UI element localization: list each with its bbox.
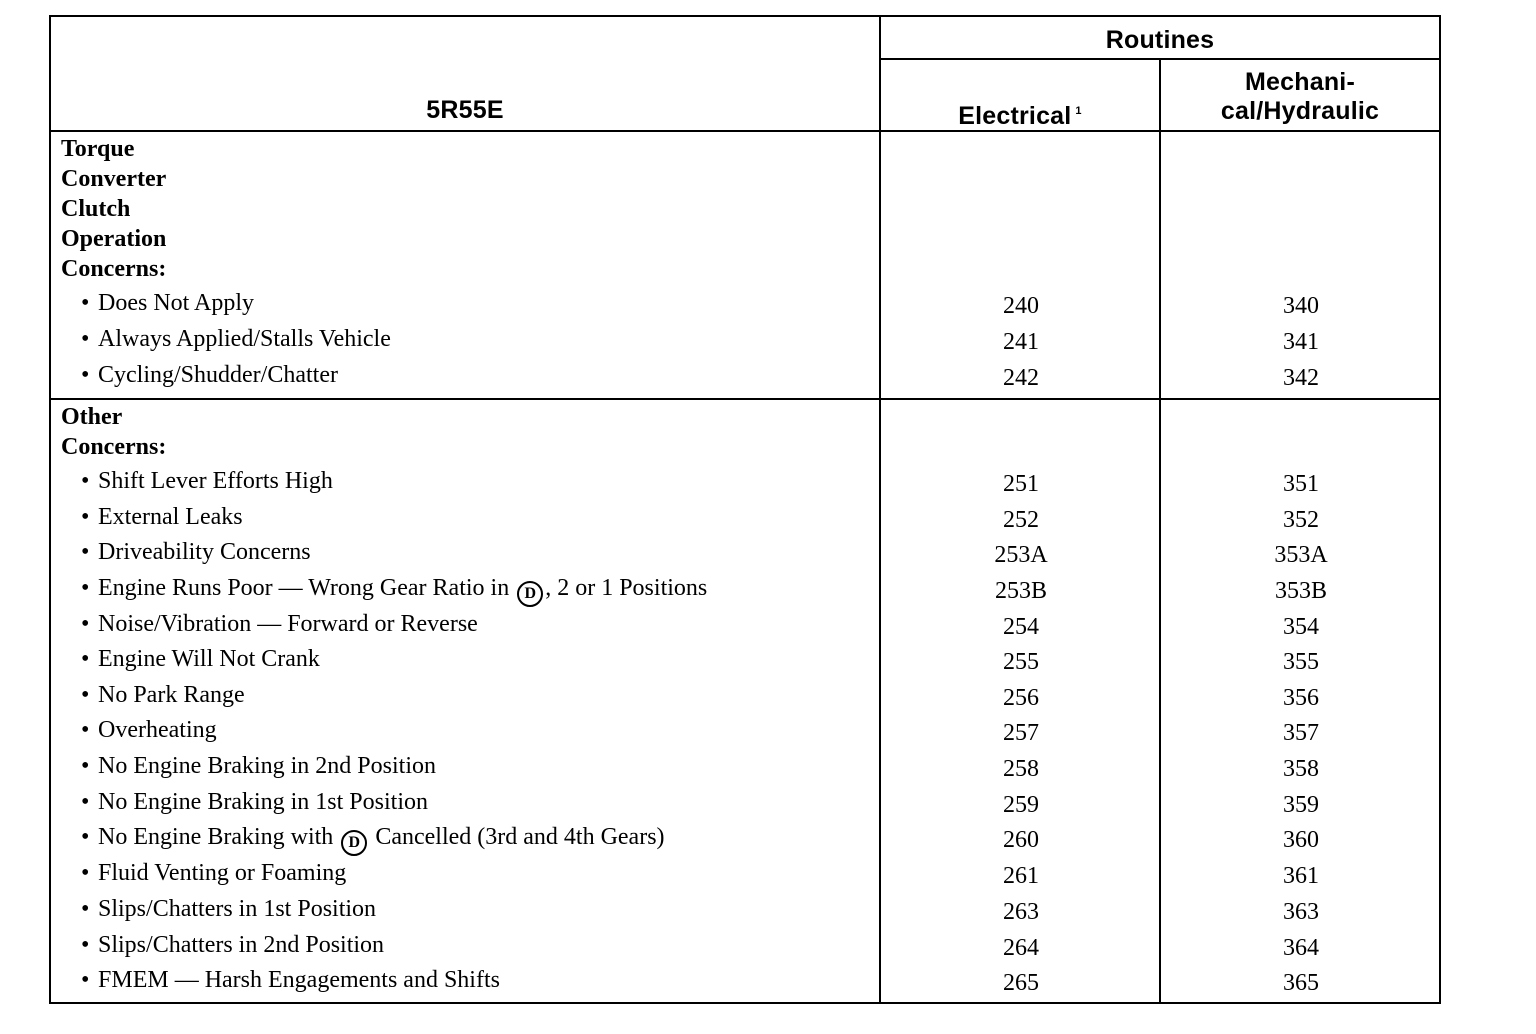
table-row: • Shift Lever Efforts High 251 351 xyxy=(51,468,1439,504)
electrical-cell: 252 xyxy=(1003,507,1039,533)
table-row: • Cycling/Shudder/Chatter 242 342 xyxy=(51,362,1439,398)
table-row: • Overheating 257 357 xyxy=(51,717,1439,753)
table-row: • FMEM — Harsh Engagements and Shifts 265 365 xyxy=(51,967,1439,1003)
table-row: • No Engine Braking in 1st Position 259 359 xyxy=(51,789,1439,825)
section-divider xyxy=(51,398,1439,400)
mechanical-cell: 353B xyxy=(1274,578,1327,604)
mechanical-cell: 351 xyxy=(1283,471,1319,497)
electrical-cell: 254 xyxy=(1003,614,1039,640)
mechanical-cell: 358 xyxy=(1283,756,1319,782)
drive-overdrive-symbol: D xyxy=(517,581,543,607)
electrical-cell: 263 xyxy=(1003,899,1039,925)
mechanical-cell: 365 xyxy=(1283,970,1319,996)
mechanical-cell: 342 xyxy=(1283,365,1319,391)
mechanical-cell: 363 xyxy=(1283,899,1319,925)
mechanical-cell: 340 xyxy=(1283,293,1319,319)
mechanical-cell: 354 xyxy=(1283,614,1319,640)
electrical-cell: 251 xyxy=(1003,471,1039,497)
mechanical-cell: 364 xyxy=(1283,935,1319,961)
table-row: • Engine Runs Poor — Wrong Gear Ratio in D , 2 or 1 Positions 253B 353B xyxy=(51,575,1439,611)
header-bottom-line xyxy=(51,130,1439,132)
mechanical-cell: 361 xyxy=(1283,863,1319,889)
table-row: • No Engine Braking in 2nd Position 258 358 xyxy=(51,753,1439,789)
electrical-cell: 241 xyxy=(1003,329,1039,355)
electrical-cell: 242 xyxy=(1003,365,1039,391)
mechanical-heading: Mechani- cal/Hydraulic xyxy=(1220,68,1380,125)
section-title-other-concerns: Other Concerns: xyxy=(61,404,167,460)
electrical-cell: 259 xyxy=(1003,792,1039,818)
drive-overdrive-symbol: D xyxy=(341,830,367,856)
electrical-cell: 253B xyxy=(994,578,1047,604)
electrical-cell: 260 xyxy=(1003,827,1039,853)
table-row: • No Park Range 256 356 xyxy=(51,682,1439,718)
table-row: • Engine Will Not Crank 255 355 xyxy=(51,646,1439,682)
table-row: • Noise/Vibration — Forward or Reverse 254 354 xyxy=(51,611,1439,647)
mechanical-cell: 360 xyxy=(1283,827,1319,853)
electrical-cell: 257 xyxy=(1003,720,1039,746)
routines-table xyxy=(49,15,1441,1004)
electrical-cell: 264 xyxy=(1003,935,1039,961)
table-row: • Slips/Chatters in 2nd Position 264 364 xyxy=(51,932,1439,968)
section-title-torque-converter: Torque Converter Clutch Operation Concerns: xyxy=(61,136,167,282)
electrical-heading: Electrical $^1$ xyxy=(958,102,1082,130)
mechanical-cell: 355 xyxy=(1283,649,1319,675)
mechanical-cell: 359 xyxy=(1283,792,1319,818)
electrical-cell: 256 xyxy=(1003,685,1039,711)
footnote-marker: 1 xyxy=(1075,105,1082,117)
table-row: • Fluid Venting or Foaming 261 361 xyxy=(51,860,1439,896)
electrical-cell: 255 xyxy=(1003,649,1039,675)
electrical-cell: 261 xyxy=(1003,863,1039,889)
electrical-cell: 265 xyxy=(1003,970,1039,996)
electrical-cell: 253A xyxy=(994,542,1048,568)
mechanical-cell: 357 xyxy=(1283,720,1319,746)
mechanical-cell: 352 xyxy=(1283,507,1319,533)
table-row: • External Leaks 252 352 xyxy=(51,504,1439,540)
table-row: • Always Applied/Stalls Vehicle 241 341 xyxy=(51,326,1439,362)
electrical-cell: 258 xyxy=(1003,756,1039,782)
model-heading: 5R55E xyxy=(426,96,504,124)
routines-heading: Routines xyxy=(1105,26,1215,54)
routines-underline xyxy=(879,58,1439,60)
electrical-cell: 240 xyxy=(1003,293,1039,319)
mechanical-cell: 341 xyxy=(1283,329,1319,355)
table-row: • Driveability Concerns 253A 353A xyxy=(51,539,1439,575)
table-row: • Slips/Chatters in 1st Position 263 363 xyxy=(51,896,1439,932)
table-row: • Does Not Apply 240 340 xyxy=(51,290,1439,326)
mechanical-cell: 356 xyxy=(1283,685,1319,711)
mechanical-cell: 353A xyxy=(1274,542,1328,568)
table-row: • No Engine Braking with D Cancelled (3rd and 4th Gears) 260 360 xyxy=(51,824,1439,860)
